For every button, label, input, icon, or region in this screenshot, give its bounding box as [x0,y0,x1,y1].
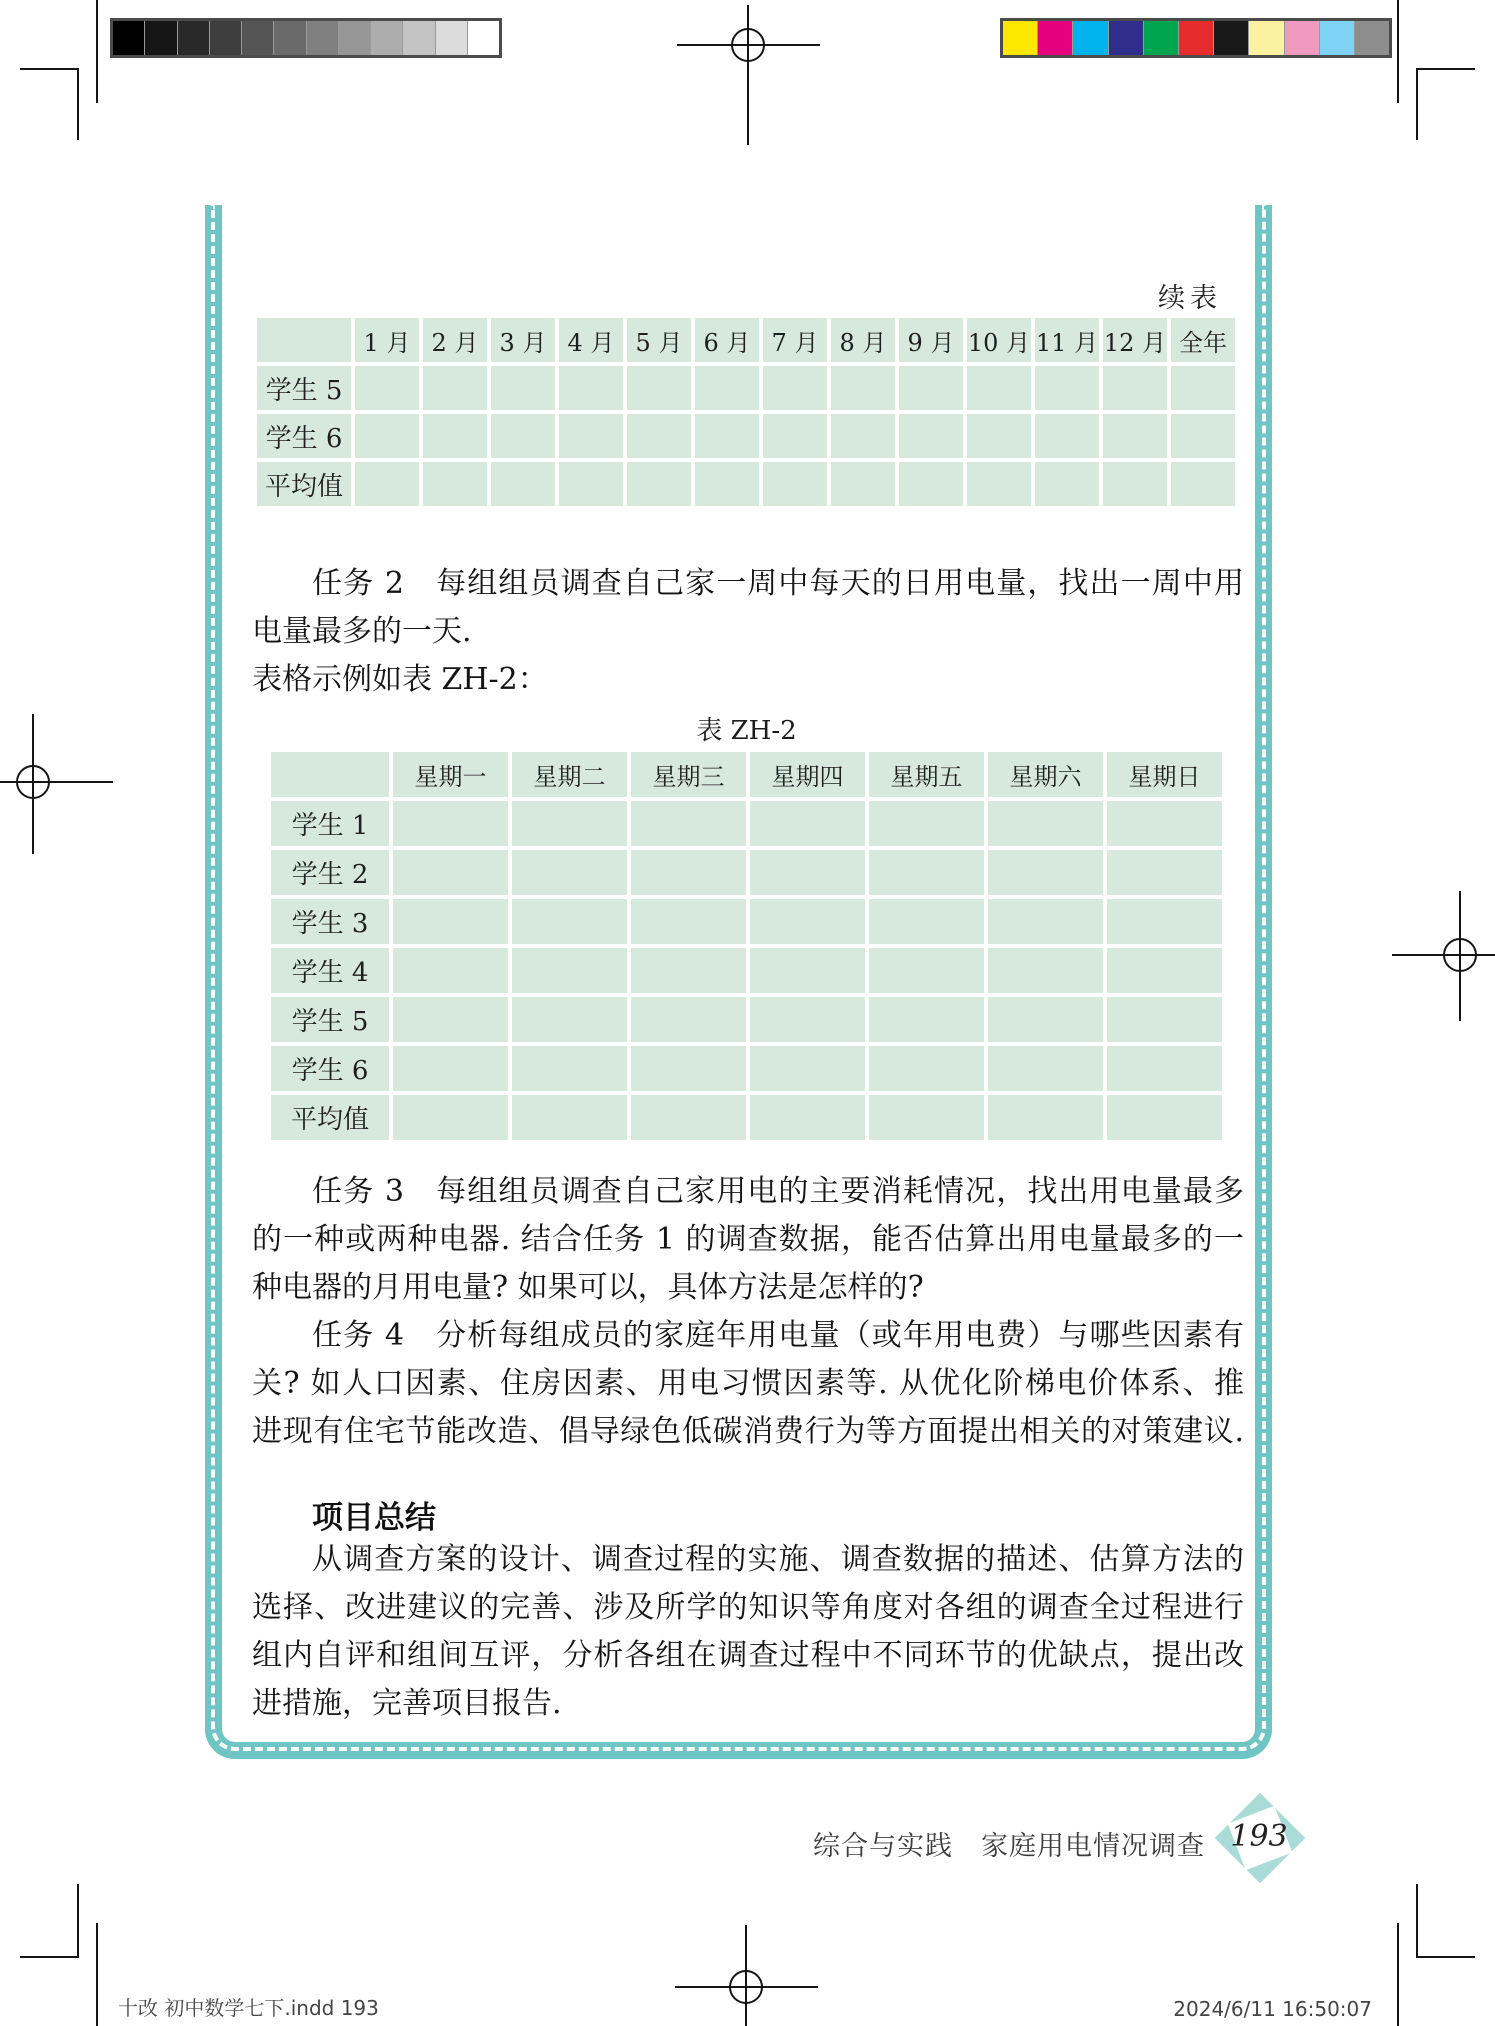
empty-data-cell [393,899,508,944]
empty-data-cell [869,997,984,1042]
empty-data-cell [1107,801,1222,846]
empty-data-cell [512,899,627,944]
empty-data-cell [631,1095,746,1140]
text-line: 任务 3 每组组员调查自己家用电的主要消耗情况，找出用电量最多 [312,1174,1244,1209]
calibration-swatch [1073,21,1108,55]
empty-data-cell [491,366,555,410]
calibration-swatch [1355,21,1389,55]
empty-data-cell [559,366,623,410]
empty-data-cell [491,462,555,506]
calibration-swatch [307,21,339,55]
calibration-swatch [468,21,499,55]
empty-data-cell [1035,414,1099,458]
empty-data-cell [967,366,1031,410]
empty-data-cell [627,462,691,506]
row-label-cell: 学生 1 [271,801,389,846]
text-line: 表格示例如表 ZH-2： [252,662,548,697]
empty-data-cell [869,1046,984,1091]
empty-data-cell [1171,414,1235,458]
table-row [271,997,1222,1042]
table-row [271,899,1222,944]
crop-mark [1416,1884,1418,1958]
table-header-cell: 3 月 [491,318,555,362]
empty-data-cell [869,1095,984,1140]
table-header-cell: 全年 [1171,318,1235,362]
empty-data-cell [988,997,1103,1042]
empty-data-cell [695,462,759,506]
table-header-cell: 星期日 [1107,752,1222,797]
empty-data-cell [355,414,419,458]
text-line: 组内自评和组间互评，分析各组在调查过程中不同环节的优缺点，提出改 [252,1638,1244,1673]
table-header-cell: 星期五 [869,752,984,797]
text-line: 关? 如人口因素、住房因素、用电习惯因素等. 从优化阶梯电价体系、推 [252,1366,1244,1401]
empty-data-cell [1107,850,1222,895]
footer-section-title: 综合与实践 家庭用电情况调查 [813,1831,1205,1862]
empty-data-cell [899,366,963,410]
empty-data-cell [988,1095,1103,1140]
row-label-cell: 学生 2 [271,850,389,895]
calibration-swatch [178,21,210,55]
empty-data-cell [763,414,827,458]
continued-table-label: 续表 [1158,283,1222,314]
calibration-swatch [436,21,468,55]
empty-data-cell [869,850,984,895]
empty-data-cell [988,801,1103,846]
calibration-swatch [274,21,306,55]
row-label-cell: 学生 6 [257,414,351,458]
calibration-swatch [1038,21,1073,55]
empty-data-cell [988,1046,1103,1091]
empty-data-cell [512,850,627,895]
row-label-cell: 平均值 [271,1095,389,1140]
calibration-swatch [145,21,177,55]
table-row [271,1095,1222,1140]
empty-data-cell [899,414,963,458]
calibration-swatch [1214,21,1249,55]
text-line: 任务 2 每组组员调查自己家一周中每天的日用电量，找出一周中用 [312,566,1244,601]
text-line: 进现有住宅节能改造、倡导绿色低碳消费行为等方面提出相关的对策建议. [252,1414,1244,1449]
imprint-timestamp: 2024/6/11 16:50:07 [1173,1997,1372,2021]
empty-data-cell [750,850,865,895]
table-header-cell: 2 月 [423,318,487,362]
calibration-swatch [403,21,435,55]
empty-data-cell [750,997,865,1042]
text-line: 选择、改进建议的完善、涉及所学的知识等角度对各组的调查全过程进行 [252,1590,1244,1625]
calibration-swatch [1003,21,1038,55]
calibration-swatch [1285,21,1320,55]
table-header-cell: 12 月 [1103,318,1167,362]
table-header-cell: 6 月 [695,318,759,362]
table-header-cell: 星期三 [631,752,746,797]
crop-mark [1397,0,1399,103]
empty-data-cell [988,899,1103,944]
table-header-cell: 4 月 [559,318,623,362]
calibration-swatch [1144,21,1179,55]
crop-mark [1397,1923,1399,2026]
task4-paragraph [252,1312,1244,1456]
crop-mark [96,1923,98,2026]
empty-data-cell [988,850,1103,895]
empty-data-cell [512,948,627,993]
table-corner-cell [271,752,389,797]
table-corner-cell [257,318,351,362]
table-header-cell: 1 月 [355,318,419,362]
calibration-swatch [1249,21,1284,55]
empty-data-cell [695,414,759,458]
table-header-cell: 星期一 [393,752,508,797]
table-row [257,462,1235,506]
row-label-cell: 学生 5 [257,366,351,410]
table-header-cell: 8 月 [831,318,895,362]
table-row [271,850,1222,895]
row-label-cell: 平均值 [257,462,351,506]
calibration-swatch [339,21,371,55]
empty-data-cell [869,899,984,944]
empty-data-cell [559,462,623,506]
calibration-swatch [113,21,145,55]
empty-data-cell [750,1046,865,1091]
crop-mark [77,68,79,140]
empty-data-cell [631,899,746,944]
row-label-cell: 学生 3 [271,899,389,944]
color-calibration-bar [1000,18,1392,58]
calibration-swatch [242,21,274,55]
empty-data-cell [393,850,508,895]
crop-mark [1416,68,1475,70]
summary-paragraph [252,1536,1244,1728]
table-header-cell: 星期六 [988,752,1103,797]
empty-data-cell [967,414,1031,458]
empty-data-cell [1171,366,1235,410]
empty-data-cell [899,462,963,506]
empty-data-cell [831,462,895,506]
crop-mark [77,1884,79,1958]
empty-data-cell [355,366,419,410]
empty-data-cell [512,997,627,1042]
empty-data-cell [763,462,827,506]
empty-data-cell [1107,1046,1222,1091]
empty-data-cell [763,366,827,410]
empty-data-cell [1171,462,1235,506]
empty-data-cell [631,850,746,895]
text-line: 任务 4 分析每组成员的家庭年用电量（或年用电费）与哪些因素有 [312,1318,1244,1353]
empty-data-cell [1103,462,1167,506]
calibration-swatch [1179,21,1214,55]
empty-data-cell [423,366,487,410]
text-line: 的一种或两种电器. 结合任务 1 的调查数据，能否估算出用电量最多的一 [252,1222,1244,1257]
empty-data-cell [512,1046,627,1091]
empty-data-cell [355,462,419,506]
empty-data-cell [627,366,691,410]
empty-data-cell [393,1046,508,1091]
empty-data-cell [512,801,627,846]
empty-data-cell [423,414,487,458]
empty-data-cell [1103,414,1167,458]
text-line: 从调查方案的设计、调查过程的实施、调查数据的描述、估算方法的 [312,1542,1244,1577]
empty-data-cell [512,1095,627,1140]
crop-mark [1416,68,1418,140]
table-header-cell: 5 月 [627,318,691,362]
empty-data-cell [631,948,746,993]
table-row [271,801,1222,846]
task2-paragraph [252,560,1244,704]
row-label-cell: 学生 6 [271,1046,389,1091]
empty-data-cell [1107,1095,1222,1140]
crop-mark [20,68,79,70]
row-label-cell: 学生 4 [271,948,389,993]
empty-data-cell [627,414,691,458]
weekly-usage-table [267,748,1226,1144]
table-header-cell: 10 月 [967,318,1031,362]
empty-data-cell [393,948,508,993]
table-header-cell: 星期四 [750,752,865,797]
empty-data-cell [750,1095,865,1140]
empty-data-cell [1035,366,1099,410]
empty-data-cell [869,801,984,846]
empty-data-cell [631,997,746,1042]
empty-data-cell [750,899,865,944]
table-row [271,1046,1222,1091]
empty-data-cell [869,948,984,993]
table-header-cell: 9 月 [899,318,963,362]
empty-data-cell [1103,366,1167,410]
empty-data-cell [695,366,759,410]
imprint-file-label: 十改 初中数学七下.indd 193 [118,1996,379,2020]
empty-data-cell [393,1095,508,1140]
text-line: 种电器的月用电量? 如果可以，具体方法是怎样的? [252,1270,924,1305]
table-header-cell: 星期二 [512,752,627,797]
empty-data-cell [393,801,508,846]
table-header-cell: 11 月 [1035,318,1099,362]
week-table-caption: 表 ZH-2 [696,716,797,746]
empty-data-cell [750,801,865,846]
empty-data-cell [831,366,895,410]
empty-data-cell [631,801,746,846]
empty-data-cell [423,462,487,506]
crop-mark [96,0,98,103]
page-number-diamond [1213,1791,1307,1885]
text-line: 进措施，完善项目报告. [252,1686,562,1721]
calibration-swatch [371,21,403,55]
empty-data-cell [967,462,1031,506]
table-row [257,414,1235,458]
grayscale-calibration-bar [110,18,502,58]
task3-paragraph [252,1168,1244,1312]
table-row [257,366,1235,410]
crop-mark [20,1956,79,1958]
crop-mark [1416,1956,1475,1958]
page-number: 193 [1230,1819,1288,1854]
empty-data-cell [988,948,1103,993]
empty-data-cell [1107,948,1222,993]
empty-data-cell [1035,462,1099,506]
table-header-cell: 7 月 [763,318,827,362]
empty-data-cell [1107,997,1222,1042]
empty-data-cell [491,414,555,458]
empty-data-cell [831,414,895,458]
calibration-swatch [210,21,242,55]
table-row [271,948,1222,993]
monthly-usage-table [253,314,1239,510]
empty-data-cell [750,948,865,993]
empty-data-cell [559,414,623,458]
summary-heading: 项目总结 [312,1500,436,1536]
empty-data-cell [631,1046,746,1091]
empty-data-cell [393,997,508,1042]
calibration-swatch [1109,21,1144,55]
empty-data-cell [1107,899,1222,944]
text-line: 电量最多的一天. [252,614,472,649]
calibration-swatch [1320,21,1355,55]
row-label-cell: 学生 5 [271,997,389,1042]
